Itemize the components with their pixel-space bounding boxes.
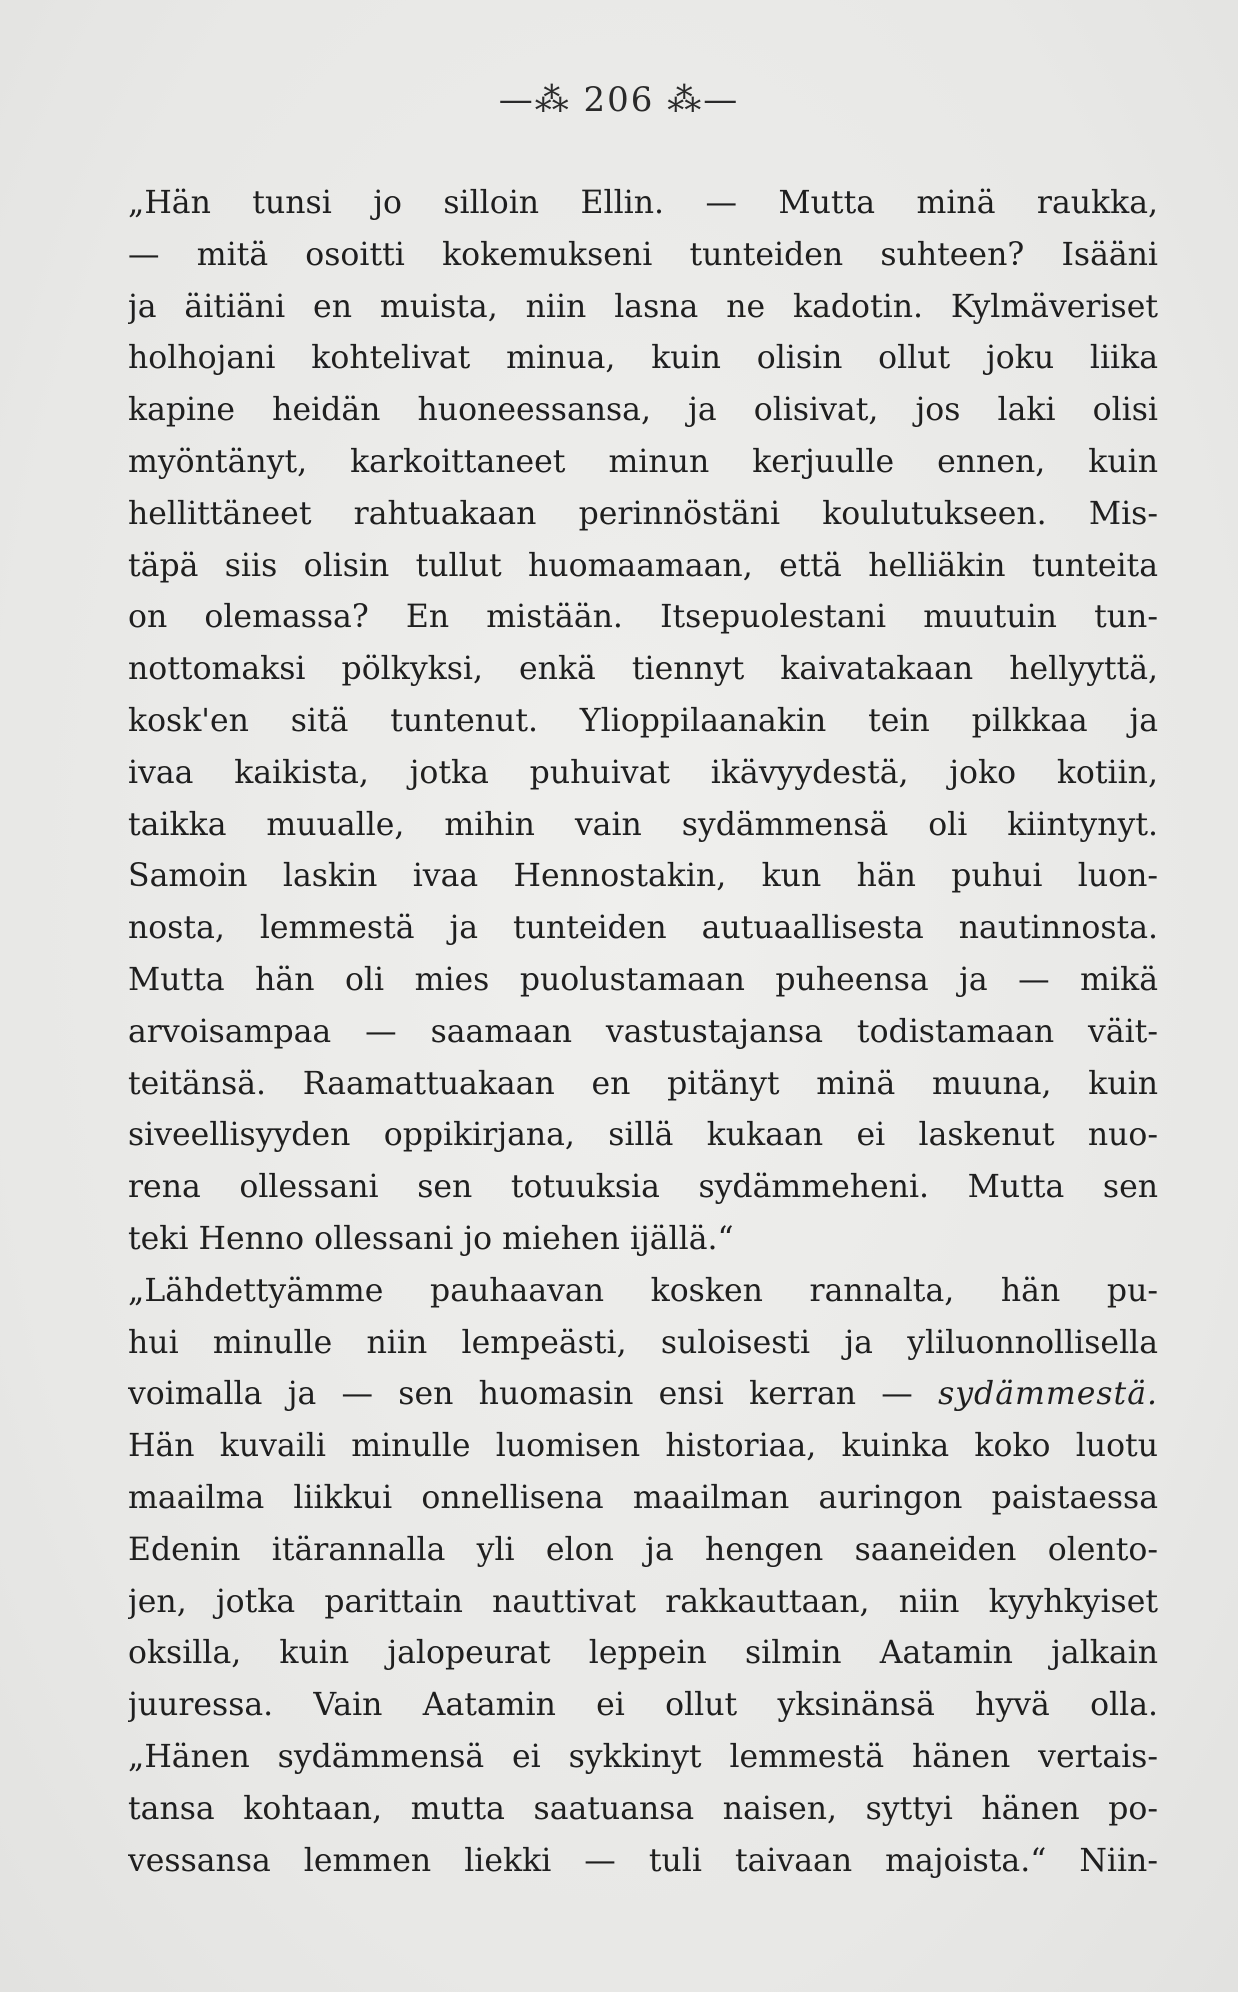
text-line: hui minulle niin lempeästi, suloisesti ja yliluonnollisella <box>128 1324 1158 1361</box>
text-line: on olemassa? En mistään. Itsepuolestani muutuin tun- <box>128 599 1158 636</box>
text-line: holhojani kohtelivat minua, kuin olisin ollut joku liika <box>128 340 1158 377</box>
text-line: rena ollessani sen totuuksia sydämmeheni. Mutta sen <box>128 1169 1158 1206</box>
text-line: jen, jotka parittain nauttivat rakkauttaan, niin kyyhkyiset <box>128 1583 1158 1620</box>
text-line: nosta, lemmestä ja tunteiden autuaallisesta nautinnosta. <box>128 910 1158 947</box>
text-line: taikka muualle, mihin vain sydämmensä oli kiintynyt. <box>128 806 1158 843</box>
text-line: kapine heidän huoneessansa, ja olisivat, jos laki olisi <box>128 392 1158 429</box>
text-line: oksilla, kuin jalopeurat leppein silmin Aatamin jalkain <box>128 1635 1158 1672</box>
text-line: Samoin laskin ivaa Hennostakin, kun hän puhui luon- <box>128 858 1158 895</box>
text-line: hellittäneet rahtuakaan perinnöstäni koulutukseen. Mis- <box>128 495 1158 532</box>
text-line: kosk'en sitä tuntenut. Ylioppilaanakin tein pilkkaa ja <box>128 702 1158 739</box>
text-line: „Lähdettyämme pauhaavan kosken rannalta, hän pu- <box>128 1272 1158 1309</box>
text-line: — mitä osoitti kokemukseni tunteiden suhteen? Isääni <box>128 236 1158 273</box>
text-line: maailma liikkui onnellisena maailman auringon paistaessa <box>128 1479 1158 1516</box>
text-line: „Hän tunsi jo silloin Ellin. — Mutta minä raukka, <box>128 185 1158 221</box>
text-line: arvoisampaa — saamaan vastustajansa todistamaan väit- <box>128 1013 1158 1050</box>
text-line: ja äitiäni en muista, niin lasna ne kadotin. Kylmäveriset <box>128 288 1158 325</box>
text-line: täpä siis olisin tullut huomaamaan, että helliäkin tunteita <box>128 547 1158 584</box>
text-line: myöntänyt, karkoittaneet minun kerjuulle ennen, kuin <box>128 443 1158 480</box>
text-line: Edenin itärannalla yli elon ja hengen saaneiden olento- <box>128 1531 1158 1568</box>
text-line: vessansa lemmen liekki — tuli taivaan majoista.“ Niin- <box>128 1842 1158 1879</box>
text-line: juuressa. Vain Aatamin ei ollut yksinänsä hyvä olla. <box>128 1687 1158 1724</box>
text-line: tansa kohtaan, mutta saatuansa naisen, syttyi hänen po- <box>128 1790 1158 1827</box>
text-line: Hän kuvaili minulle luomisen historiaa, kuinka koko luotu <box>128 1428 1158 1465</box>
text-line: teitänsä. Raamattuakaan en pitänyt minä muuna, kuin <box>128 1065 1158 1102</box>
text-line: ivaa kaikista, jotka puhuivat ikävyydestä, joko kotiin, <box>128 754 1158 791</box>
text-line: „Hänen sydämmensä ei sykkinyt lemmestä hänen vertais- <box>128 1738 1158 1775</box>
text-line-segment: voimalla ja — sen huomasin ensi kerran — <box>128 1376 939 1413</box>
italic-word: sydämmestä. <box>938 1376 1158 1413</box>
text-line-with-italic <box>128 1369 1158 1421</box>
body-text <box>128 178 1158 1887</box>
page-number-header: —⁂ 206 ⁂— <box>498 80 740 120</box>
text-line: siveellisyyden oppikirjana, sillä kukaan ei laskenut nuo- <box>128 1117 1158 1154</box>
text-line: teki Henno ollessani jo miehen ijällä.“ <box>128 1220 734 1257</box>
text-line: nottomaksi pölkyksi, enkä tiennyt kaivatakaan hellyyttä, <box>128 651 1158 688</box>
text-line: Mutta hän oli mies puolustamaan puheensa ja — mikä <box>128 961 1158 998</box>
